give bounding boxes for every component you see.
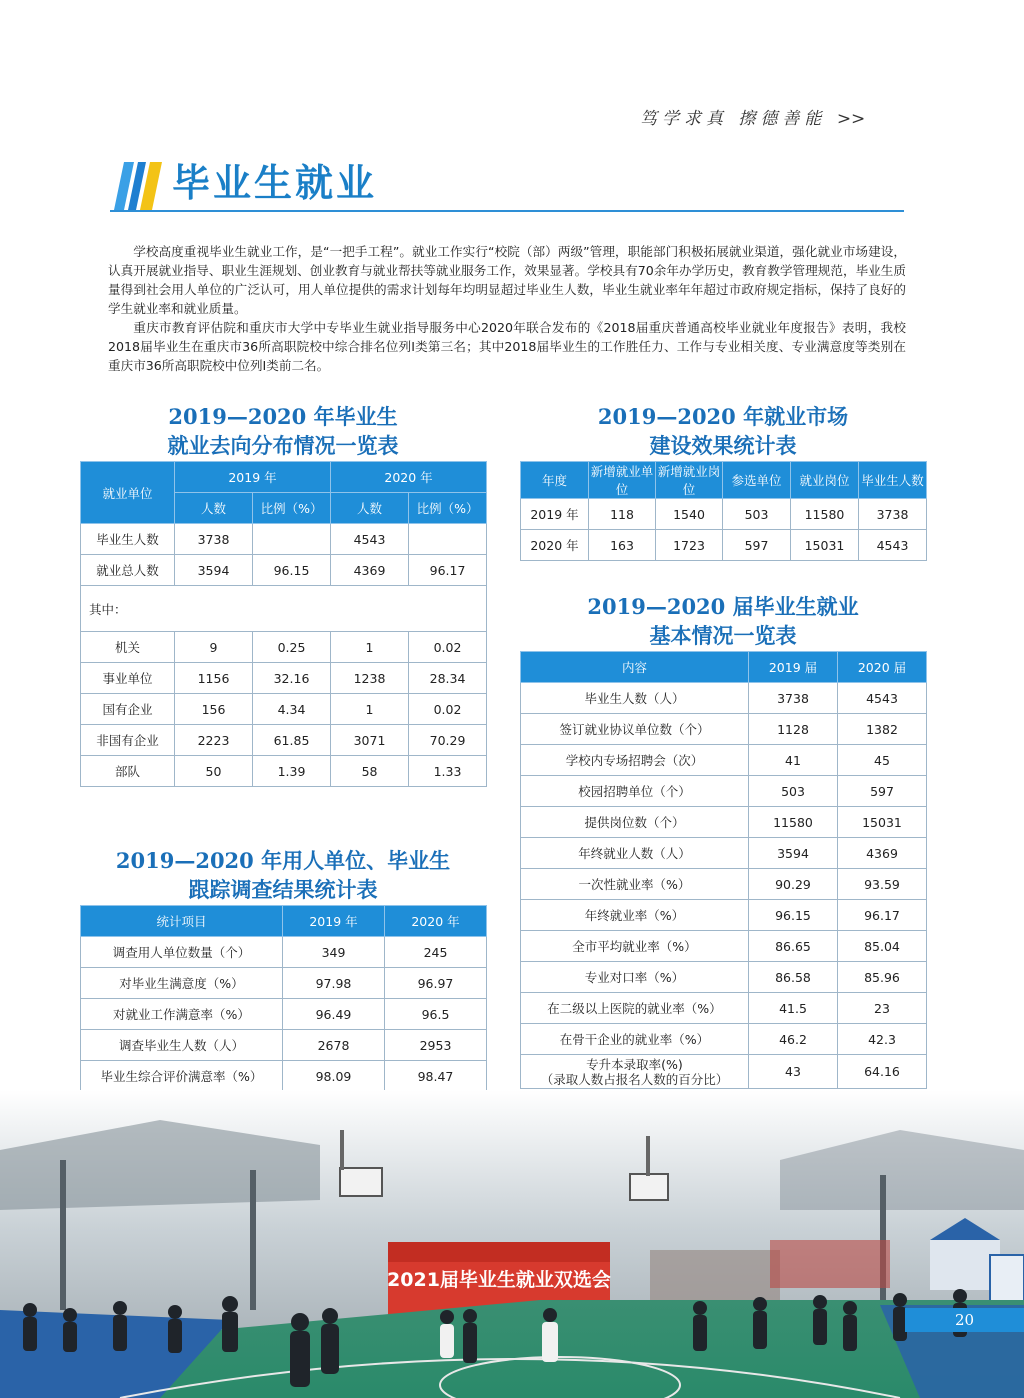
table4-header: 2019 年 — [283, 906, 385, 937]
table-row — [521, 869, 927, 900]
table-cell: 对就业工作满意率（%） — [81, 999, 283, 1030]
table-cell: 41 — [749, 745, 838, 776]
table-cell: 学校内专场招聘会（次） — [521, 745, 749, 776]
table-cell: 11580 — [749, 807, 838, 838]
table-row — [521, 714, 927, 745]
table2-header: 新增就业岗位 — [656, 462, 723, 499]
intro-paragraph-2: 重庆市教育评估院和重庆市大学中专毕业生就业指导服务中心2020年联合发布的《2018届重庆普通高校毕业就业年度报告》表明，我校2018届毕业生在重庆市36所高职院校中综合排名位列Ⅰ类第三名；其中2018届毕业生的工作胜任力、工作与专业相关度、专业满意度等类别在重庆市36所高职院校中位列Ⅰ类前二名。 — [108, 320, 906, 373]
table-cell: 1540 — [656, 499, 723, 530]
table-row — [521, 1055, 927, 1089]
table2-title-line1: 2019—2020 年就业市场 — [597, 404, 849, 429]
table-row — [81, 1030, 487, 1061]
table-cell: 503 — [723, 499, 791, 530]
table-row — [81, 1061, 487, 1092]
table-row — [521, 745, 927, 776]
table-row — [521, 683, 927, 714]
table4-title — [80, 846, 486, 904]
table-cell: 64.16 — [838, 1055, 927, 1089]
table3-header: 内容 — [521, 652, 749, 683]
table-row — [521, 931, 927, 962]
table1-subheading: 其中： — [81, 586, 487, 632]
table-cell: 2678 — [283, 1030, 385, 1061]
table-cell: 86.65 — [749, 931, 838, 962]
table3-title-line2: 基本情况一览表 — [649, 623, 797, 648]
table3-header: 2019 届 — [749, 652, 838, 683]
table1-employment-destination — [80, 461, 487, 787]
table-row — [81, 756, 487, 787]
intro-text — [108, 242, 906, 375]
table-cell: 专业对口率（%） — [521, 962, 749, 993]
table-cell: 96.15 — [253, 555, 331, 586]
chevron-right-icon: >> — [836, 109, 866, 129]
table-cell: 98.09 — [283, 1061, 385, 1092]
table-row — [521, 1024, 927, 1055]
table4-title-line2: 跟踪调查结果统计表 — [188, 877, 378, 902]
table-cell: 2223 — [175, 725, 253, 756]
table-cell: 机关 — [81, 632, 175, 663]
table-cell: 1382 — [838, 714, 927, 745]
table-cell: 45 — [838, 745, 927, 776]
table-cell: 3738 — [749, 683, 838, 714]
table-row — [81, 725, 487, 756]
table-cell: 事业单位 — [81, 663, 175, 694]
table1-header-2020: 2020 年 — [331, 462, 487, 493]
table-cell: 全市平均就业率（%） — [521, 931, 749, 962]
table-cell: 46.2 — [749, 1024, 838, 1055]
table-row — [521, 962, 927, 993]
table-cell: 非国有企业 — [81, 725, 175, 756]
table-cell: 3071 — [331, 725, 409, 756]
table-cell: 年终就业率（%） — [521, 900, 749, 931]
table-cell: 85.96 — [838, 962, 927, 993]
table1-header-count: 人数 — [331, 493, 409, 524]
table-cell: 349 — [283, 937, 385, 968]
table-row — [521, 900, 927, 931]
table-cell: 3594 — [175, 555, 253, 586]
table-cell: 1.33 — [409, 756, 487, 787]
table-cell: 年终就业人数（人） — [521, 838, 749, 869]
table-row — [81, 968, 487, 999]
job-fair-photo — [0, 1090, 1024, 1398]
table-cell: 32.16 — [253, 663, 331, 694]
table4-title-line1: 2019—2020 年用人单位、毕业生 — [115, 848, 451, 873]
table2-header: 年度 — [521, 462, 589, 499]
table-cell: 41.5 — [749, 993, 838, 1024]
title-stripes-icon — [110, 158, 166, 214]
table-cell: 毕业生人数 — [81, 524, 175, 555]
table-row — [81, 524, 487, 555]
table-cell: 96.17 — [838, 900, 927, 931]
table-cell: 提供岗位数（个） — [521, 807, 749, 838]
table-cell: 58 — [331, 756, 409, 787]
table-row — [81, 999, 487, 1030]
table-cell: 对毕业生满意度（%） — [81, 968, 283, 999]
table-cell: 在骨干企业的就业率（%） — [521, 1024, 749, 1055]
table-cell: 0.02 — [409, 694, 487, 725]
table-cell: 3738 — [175, 524, 253, 555]
table-cell: 1 — [331, 694, 409, 725]
motto-text: 笃学求真 擦德善能 — [640, 109, 827, 129]
table2-title-line2: 建设效果统计表 — [649, 433, 797, 458]
table-cell: 597 — [723, 530, 791, 561]
table-cell: 0.02 — [409, 632, 487, 663]
table-cell: 23 — [838, 993, 927, 1024]
title-divider — [110, 210, 904, 212]
table3-title — [520, 592, 926, 650]
table-cell: 部队 — [81, 756, 175, 787]
page-title: 毕业生就业 — [172, 161, 378, 205]
table-cell — [409, 524, 487, 555]
table-cell: 96.15 — [749, 900, 838, 931]
table1-title-line1: 2019—2020 年毕业生 — [168, 404, 398, 429]
table-cell: 118 — [589, 499, 656, 530]
table-cell: 70.29 — [409, 725, 487, 756]
table4-follow-up-survey — [80, 905, 487, 1092]
table1-header-unit: 就业单位 — [81, 462, 175, 524]
table2-header: 新增就业单位 — [589, 462, 656, 499]
table-cell: 毕业生综合评价满意率（%） — [81, 1061, 283, 1092]
table2-header: 参选单位 — [723, 462, 791, 499]
intro-paragraph-1: 学校高度重视毕业生就业工作，是“一把手工程”。就业工作实行“校院（部）两级”管理，职能部门积极拓展就业渠道，强化就业市场建设，认真开展就业指导、职业生涯规划、创业教育与就业帮扶等就业服务工作，效果显著。学校具有70余年办学历史，教育教学管理规范，毕业生质量得到社会用人单位的广泛认可，用人单位提供的需求计划每年均明显超过毕业生人数，毕业生就业率年年超过市政府规定指标，保持了良好的学生就业率和就业质量。 — [108, 244, 906, 316]
table-cell: 9 — [175, 632, 253, 663]
table-cell: 3594 — [749, 838, 838, 869]
table-cell: 86.58 — [749, 962, 838, 993]
table-cell: 毕业生人数（人） — [521, 683, 749, 714]
table-cell: 4369 — [331, 555, 409, 586]
table-cell: 98.47 — [385, 1061, 487, 1092]
table1-header-2019: 2019 年 — [175, 462, 331, 493]
table-cell: 调查毕业生人数（人） — [81, 1030, 283, 1061]
table-cell: 96.5 — [385, 999, 487, 1030]
table-row — [521, 993, 927, 1024]
table-cell: 国有企业 — [81, 694, 175, 725]
table1-header-ratio: 比例（%） — [409, 493, 487, 524]
job-fair-scene — [0, 1090, 1024, 1398]
table-row — [521, 499, 927, 530]
table-cell: 11580 — [791, 499, 859, 530]
table-cell: 245 — [385, 937, 487, 968]
table2-header: 毕业生人数 — [859, 462, 927, 499]
header-motto — [640, 104, 900, 129]
table-row — [81, 632, 487, 663]
table-cell: 163 — [589, 530, 656, 561]
page-number: 20 — [905, 1308, 1024, 1332]
table-row — [81, 694, 487, 725]
table-cell: 调查用人单位数量（个） — [81, 937, 283, 968]
table3-last-row-line1: 专升本录取率(%) — [586, 1056, 683, 1072]
table-cell: 签订就业协议单位数（个） — [521, 714, 749, 745]
table-cell: 85.04 — [838, 931, 927, 962]
table-row — [81, 555, 487, 586]
table2-job-market — [520, 461, 927, 561]
table1-header-ratio: 比例（%） — [253, 493, 331, 524]
table-cell: 90.29 — [749, 869, 838, 900]
table-cell: 96.17 — [409, 555, 487, 586]
table3-header: 2020 届 — [838, 652, 927, 683]
table3-last-row-line2: （录取人数占报名人数的百分比） — [540, 1071, 729, 1087]
table-cell: 597 — [838, 776, 927, 807]
table-cell: 0.25 — [253, 632, 331, 663]
table-row — [81, 663, 487, 694]
table1-title — [80, 402, 486, 460]
table-cell: 2020 年 — [521, 530, 589, 561]
table-cell: 4543 — [859, 530, 927, 561]
table3-basic-situation — [520, 651, 927, 1089]
table-cell: 1.39 — [253, 756, 331, 787]
banner-text: 2021届毕业生就业双选会 — [387, 1269, 611, 1291]
table-cell: 15031 — [838, 807, 927, 838]
table2-title — [520, 402, 926, 460]
table-cell: 156 — [175, 694, 253, 725]
table-cell: 28.34 — [409, 663, 487, 694]
table-cell: 4543 — [838, 683, 927, 714]
table-cell: 61.85 — [253, 725, 331, 756]
table-cell: 43 — [749, 1055, 838, 1089]
table-cell — [253, 524, 331, 555]
table-cell: 就业总人数 — [81, 555, 175, 586]
table-cell: 503 — [749, 776, 838, 807]
table1-title-line2: 就业去向分布情况一览表 — [167, 433, 399, 458]
table-cell: 1723 — [656, 530, 723, 561]
table-cell: 2019 年 — [521, 499, 589, 530]
table-cell: 1156 — [175, 663, 253, 694]
table-row — [521, 807, 927, 838]
table-cell: 97.98 — [283, 968, 385, 999]
table-cell — [521, 1055, 749, 1089]
table-cell: 42.3 — [838, 1024, 927, 1055]
table-cell: 在二级以上医院的就业率（%） — [521, 993, 749, 1024]
table-cell: 93.59 — [838, 869, 927, 900]
table-row — [521, 530, 927, 561]
table-row — [521, 838, 927, 869]
table-cell: 3738 — [859, 499, 927, 530]
table4-header: 2020 年 — [385, 906, 487, 937]
table-row — [81, 586, 487, 632]
table-cell: 4369 — [838, 838, 927, 869]
table-cell: 50 — [175, 756, 253, 787]
table3-title-line1: 2019—2020 届毕业生就业 — [587, 594, 859, 619]
table-cell: 4.34 — [253, 694, 331, 725]
table-cell: 96.49 — [283, 999, 385, 1030]
table-cell: 4543 — [331, 524, 409, 555]
table-row — [81, 937, 487, 968]
table-row — [521, 776, 927, 807]
table-cell: 1 — [331, 632, 409, 663]
table1-header-count: 人数 — [175, 493, 253, 524]
table-cell: 校园招聘单位（个） — [521, 776, 749, 807]
table-cell: 96.97 — [385, 968, 487, 999]
table-cell: 1238 — [331, 663, 409, 694]
table-cell: 一次性就业率（%） — [521, 869, 749, 900]
table-cell: 2953 — [385, 1030, 487, 1061]
table4-header: 统计项目 — [81, 906, 283, 937]
table-cell: 1128 — [749, 714, 838, 745]
table-cell: 15031 — [791, 530, 859, 561]
table2-header: 就业岗位 — [791, 462, 859, 499]
